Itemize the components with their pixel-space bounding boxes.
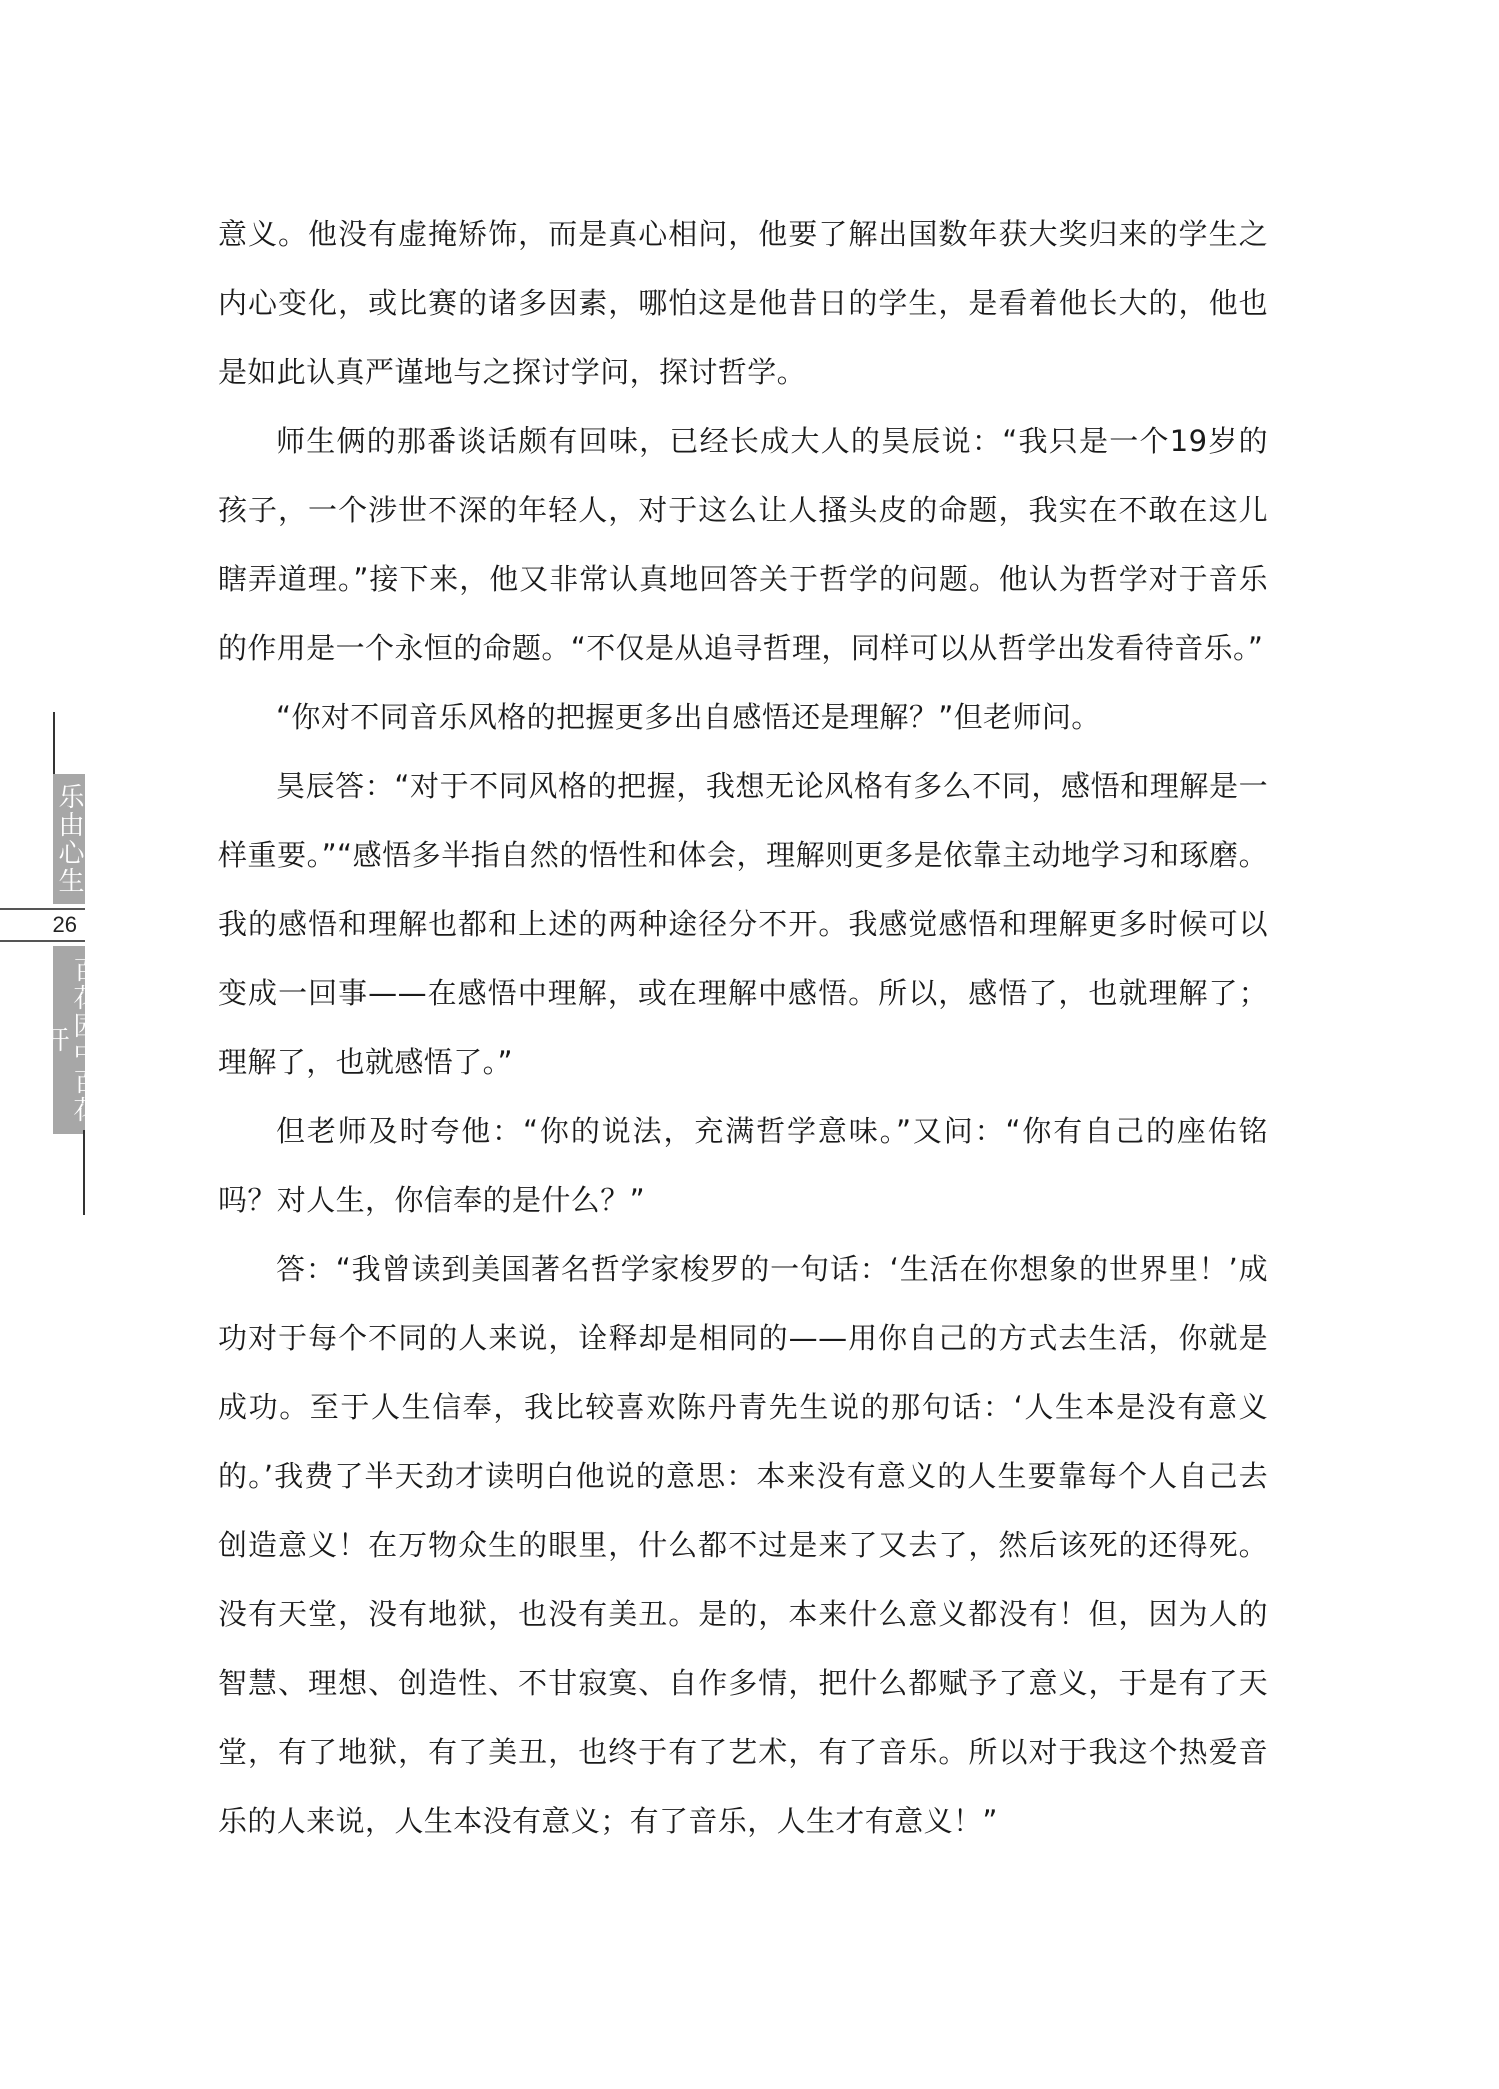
paragraph-6: 答：“我曾读到美国著名哲学家梭罗的一句话：‘生活在你想象的世界里！’成功对于每个不同的人来说，诠释却是相同的——用你自己的方式去生活，你就是成功。至于人生信奉，我比较喜欢陈丹青先生说的那句话：‘人生本是没有意义的。’我费了半天劲才读明白他说的意思：本来没有意义的人生要靠每个人自己去创造意义！在万物众生的眼里，什么都不过是来了又去了，然后该死的还得死。没有天堂，没有地狱，也没有美丑。是的，本来什么意义都没有！但，因为人的智慧、理想、创造性、不甘寂寞、自作多情，把什么都赋予了意义，于是有了天堂，有了地狱，有了美丑，也终于有了艺术，有了音乐。所以对于我这个热爱音乐的人来说，人生本没有意义；有了音乐，人生才有意义！”: [218, 1252, 1268, 1838]
section-tab-lower: 百花园中百花开: [53, 946, 85, 1134]
paragraph-5: 但老师及时夸他：“你的说法，充满哲学意味。”又问：“你有自己的座佑铭吗？对人生，你信奉的是什么？”: [218, 1114, 1268, 1217]
paragraph-3: “你对不同音乐风格的把握更多出自感悟还是理解？”但老师问。: [276, 700, 1101, 734]
section-tab-upper: 乐由心生: [53, 774, 85, 904]
paragraph-1: 意义。他没有虚掩矫饰，而是真心相问，他要了解出国数年获大奖归来的学生之内心变化，或比赛的诸多因素，哪怕这是他昔日的学生，是看着他长大的，他也是如此认真严谨地与之探讨学问，探讨哲学。: [218, 217, 1268, 389]
body-text: [218, 200, 1268, 1856]
paragraph-2: 师生俩的那番谈话颇有回味，已经长成大人的昊辰说：“我只是一个19岁的孩子，一个涉世不深的年轻人，对于这么让人搔头皮的命题，我实在不敢在这儿瞎弄道理。”接下来，他又非常认真地回答关于哲学的问题。他认为哲学对于音乐的作用是一个永恒的命题。“不仅是从追寻哲理，同样可以从哲学出发看待音乐。”: [218, 424, 1268, 665]
side-tab-line-bottom: [83, 1130, 85, 1215]
paragraph-4: 昊辰答：“对于不同风格的把握，我想无论风格有多么不同，感悟和理解是一样重要。”“感悟多半指自然的悟性和体会，理解则更多是依靠主动地学习和琢磨。我的感悟和理解也都和上述的两种途径分不开。我感觉感悟和理解更多时候可以变成一回事——在感悟中理解，或在理解中感悟。所以，感悟了，也就理解了；理解了，也就感悟了。”: [218, 769, 1268, 1079]
side-tab-line-top: [53, 712, 55, 780]
page-number: 26: [0, 908, 85, 942]
